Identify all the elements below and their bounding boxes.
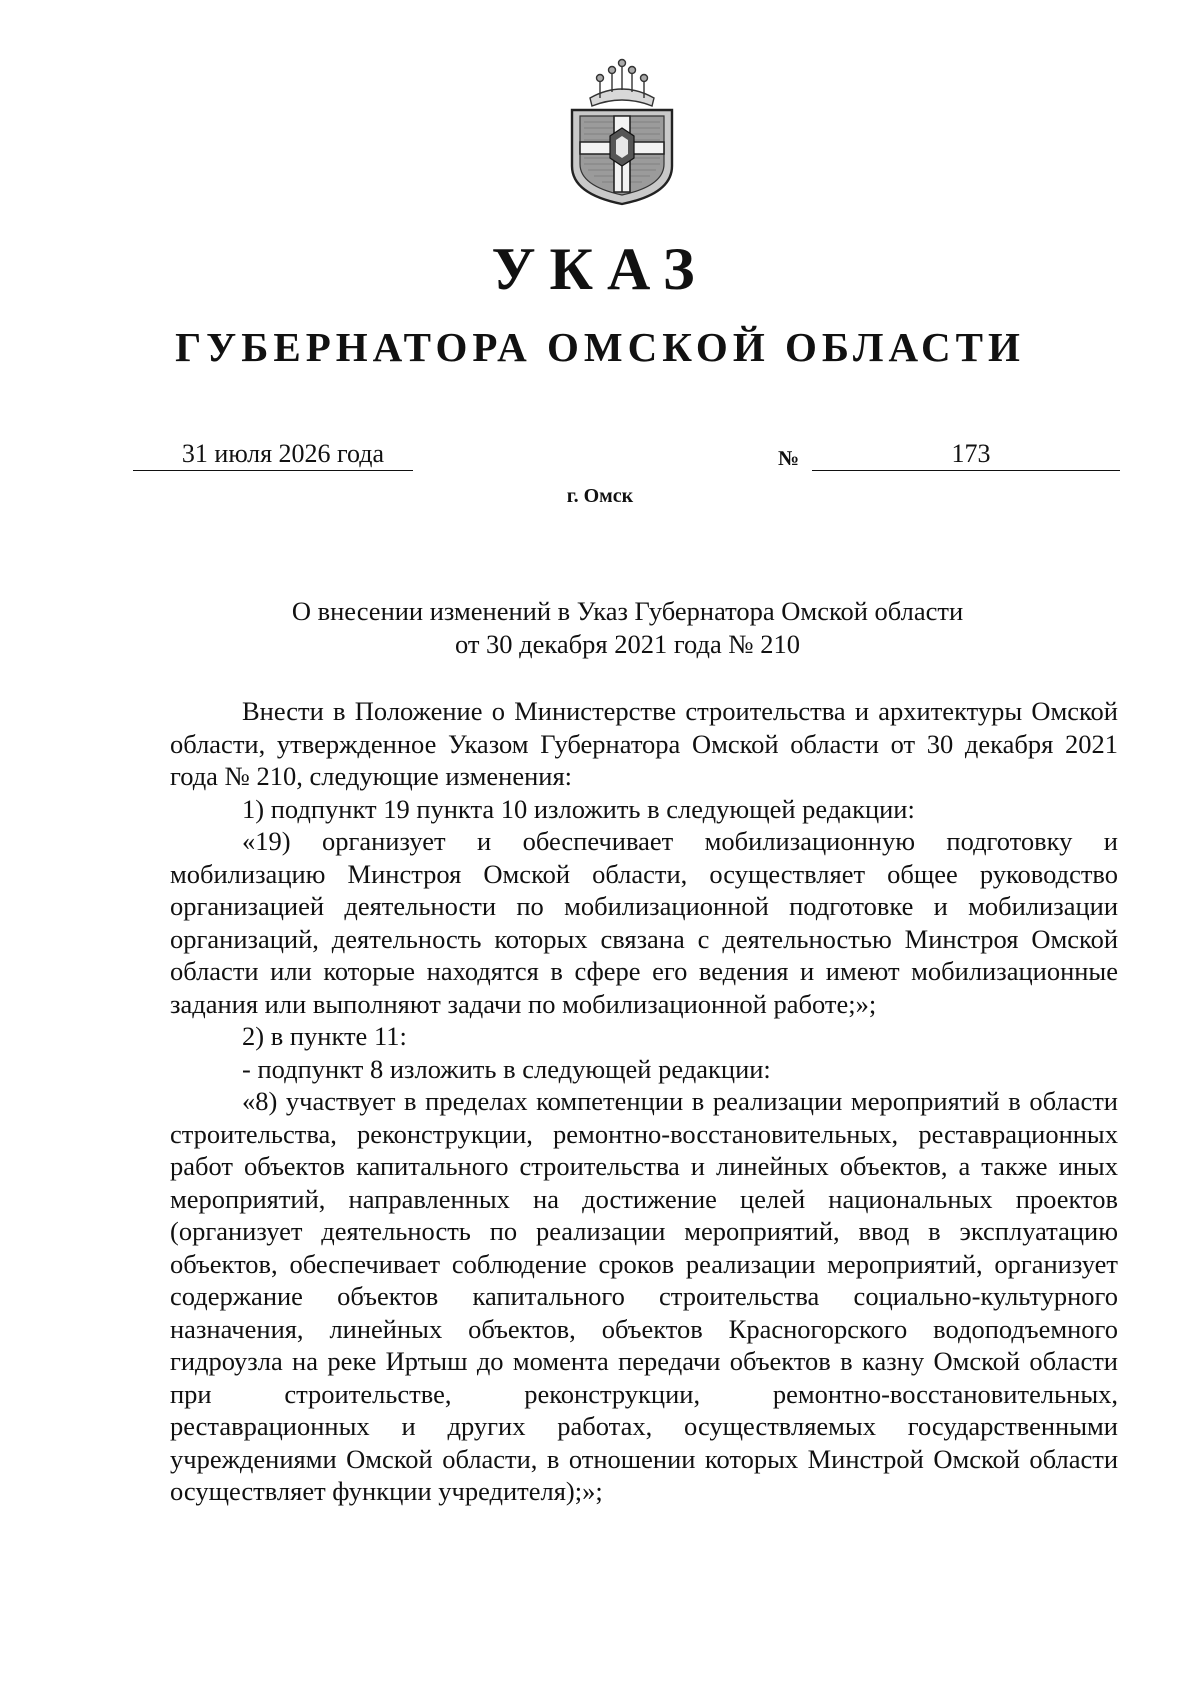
document-body <box>170 695 1118 1508</box>
document-subtitle: ГУБЕРНАТОРА ОМСКОЙ ОБЛАСТИ <box>175 324 1025 370</box>
body-paragraph: «19) организует и обеспечивает мобилизационную подготовку и мобилизацию Минстроя Омской области, осуществляет общее руководство организацией деятельности по мобилизационной подготовке и мобилизации организаций, деятельность которых связана с деятельностью Минстроя Омской области или которые находятся в сфере его ведения и имеют мобилизационные задания или выполняют задачи по мобилизационной работе;»; <box>170 826 1118 1019</box>
document-title: УКАЗ <box>491 236 709 302</box>
body-paragraph: Внести в Положение о Министерстве строительства и архитектуры Омской области, утвержденное Указом Губернатора Омской области от 30 декабря 2021 года № 210, следующие изменения: <box>170 696 1118 791</box>
body-paragraph: - подпункт 8 изложить в следующей редакции: <box>242 1053 771 1084</box>
body-paragraph: «8) участвует в пределах компетенции в реализации мероприятий в области строительства, реконструкции, ремонтно-восстановительных, реставрационных работ объектов капитального строительства и линейных объектов, а также иных мероприятий, направленных на достижение целей национальных проектов (организует деятельность по реализации мероприятий, ввод в эксплуатацию объектов, обеспечивает соблюдение сроков реализации мероприятий, организует содержание объектов капитального строительства социально-культурного назначения, линейных объектов, объектов Красногорского водоподъемного гидроузла на реке Иртыш до момента передачи объектов в казну Омской области при строительстве, реконструкции, ремонтно-восстановительных, реставрационных и других работах, осуществляемых государственными учреждениями Омской области, в отношении которых Минстрой Омской области осуществляет функции учредителя);»; <box>170 1086 1118 1506</box>
body-paragraph: 2) в пункте 11: <box>242 1021 407 1051</box>
body-paragraph: 1) подпункт 19 пункта 10 изложить в следующей редакции: <box>242 793 915 824</box>
document-place: г. Омск <box>566 485 634 507</box>
document-subject <box>170 595 1085 660</box>
document-date: 31 июля 2026 года <box>133 438 413 471</box>
subject-line: от 30 декабря 2021 года № 210 <box>454 628 801 659</box>
subject-line: О внесении изменений в Указ Губернатора Омской области <box>291 596 964 626</box>
coat-of-arms-icon <box>560 58 684 206</box>
document-number: 173 <box>812 438 1120 471</box>
number-label: № <box>778 446 800 470</box>
